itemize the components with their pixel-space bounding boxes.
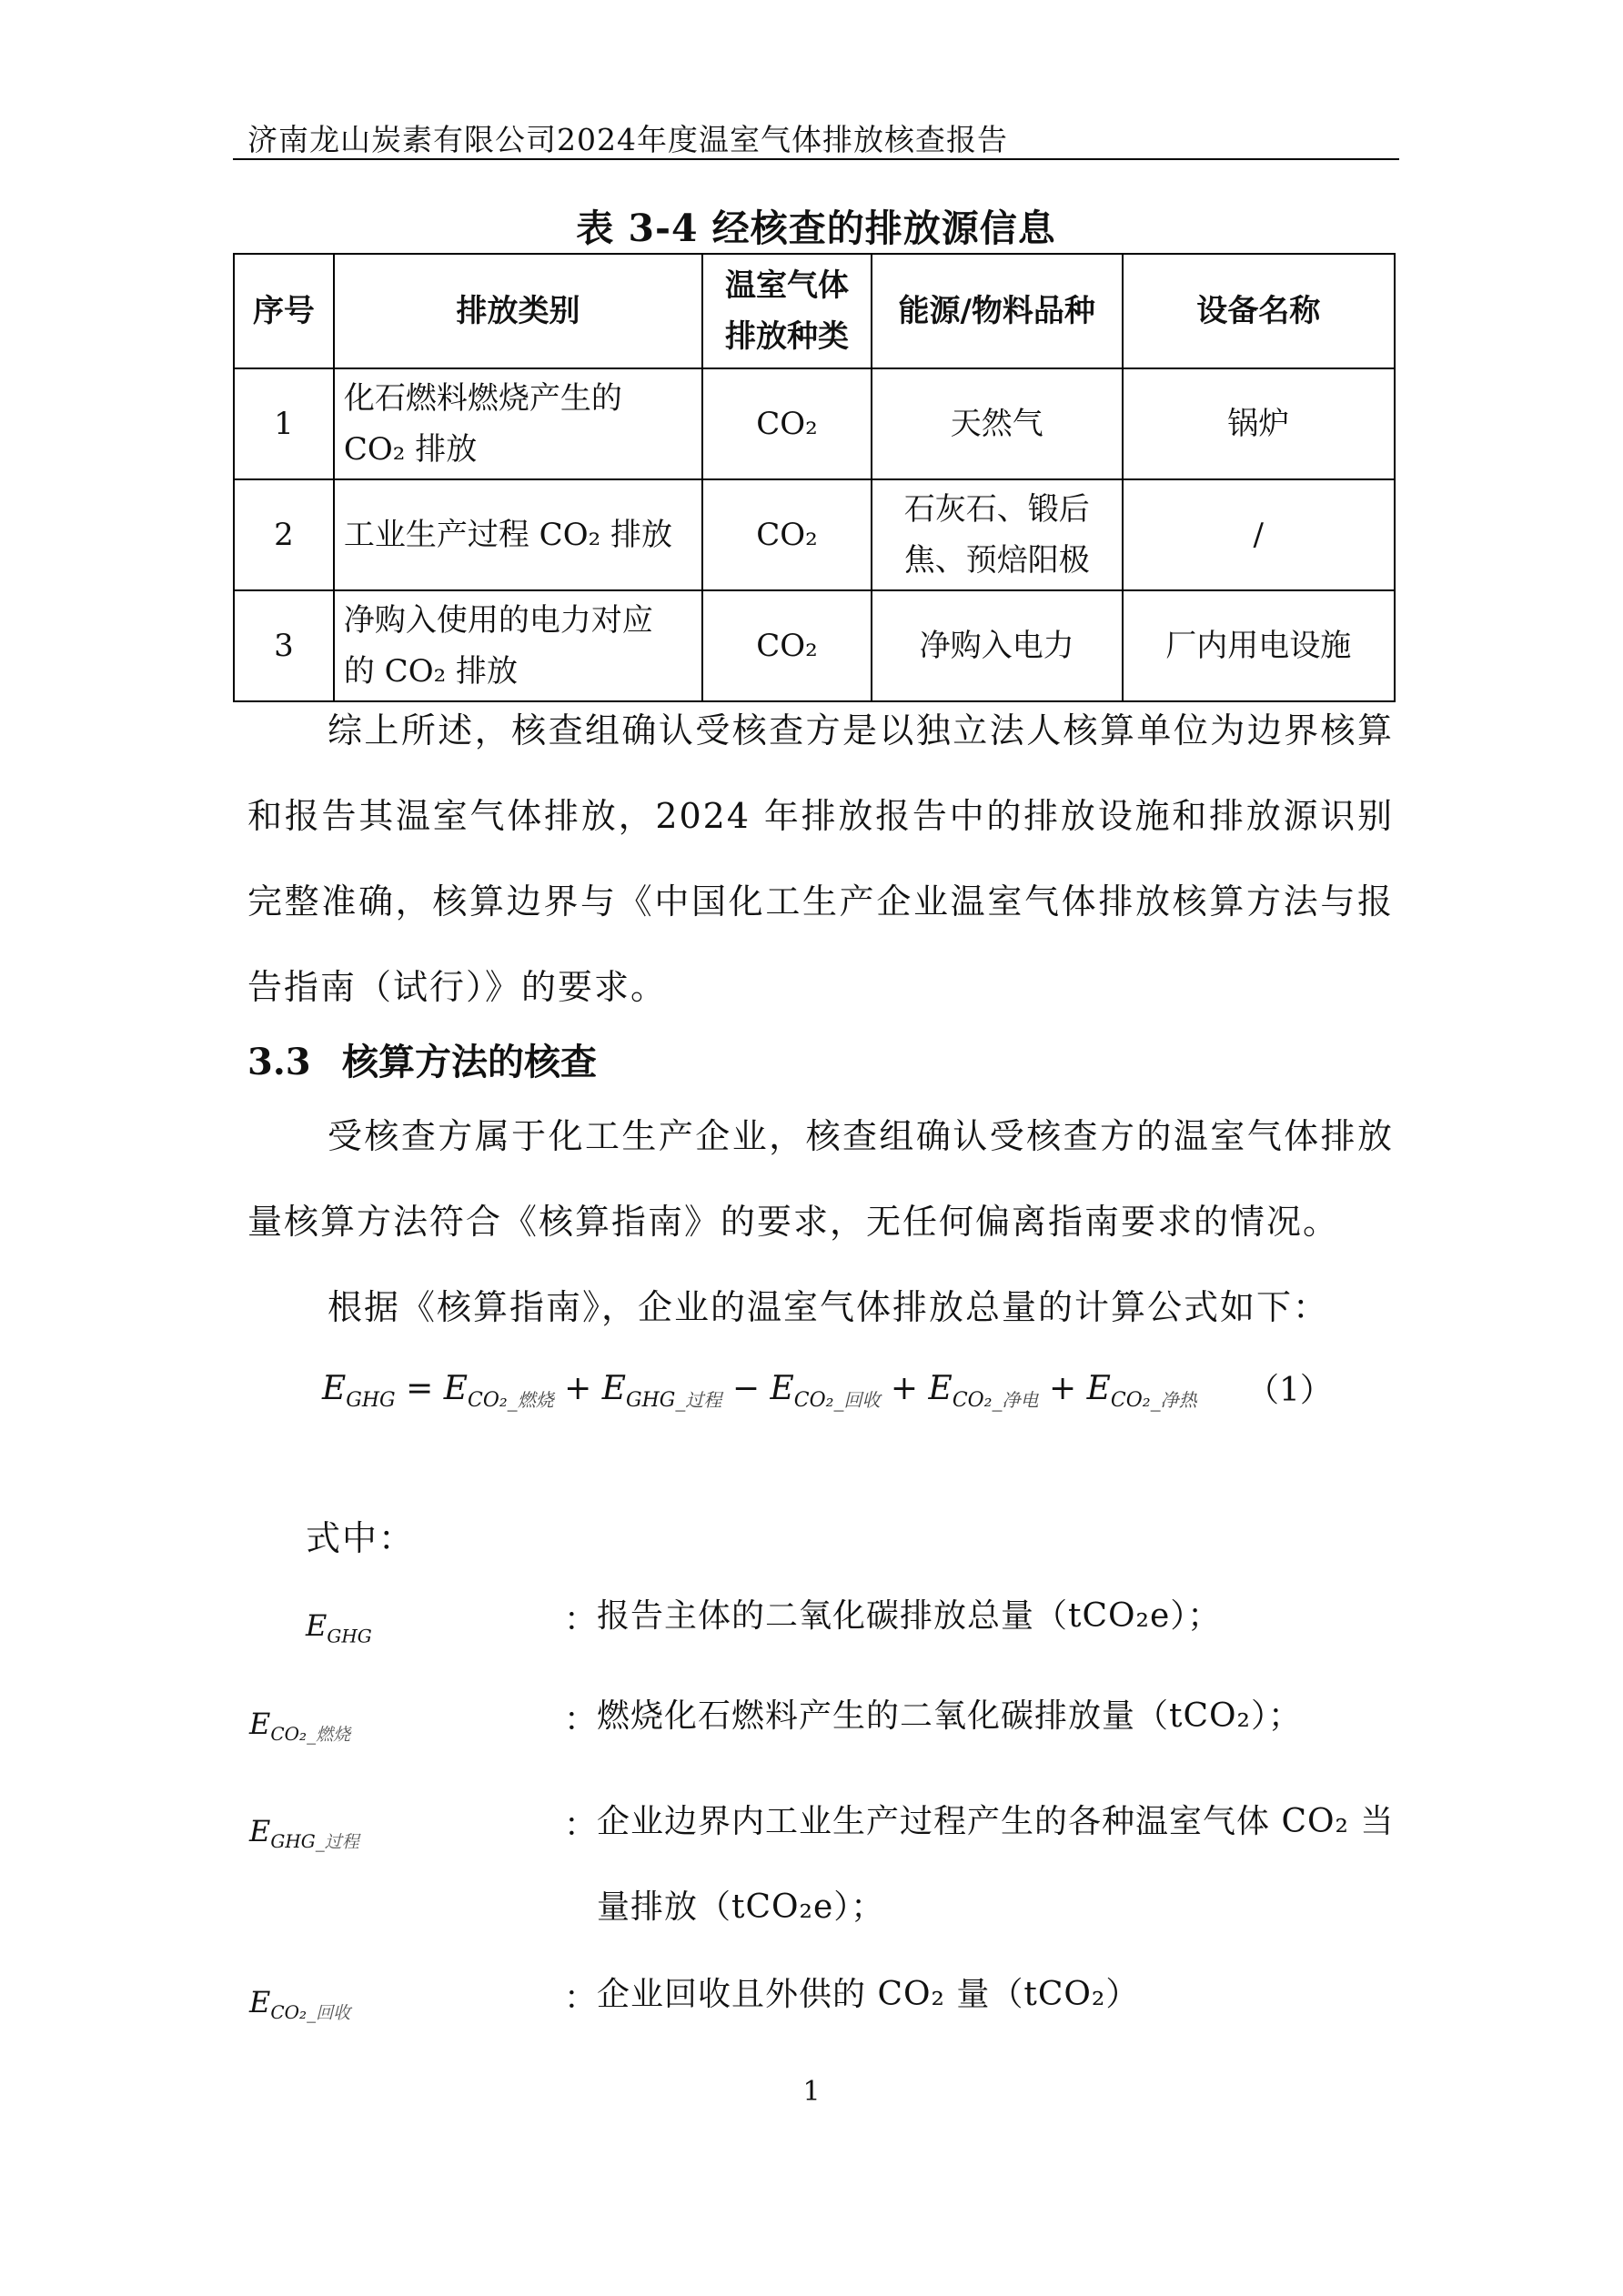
paragraph-method: 受核查方属于化工生产企业，核查组确认受核查方的温室气体排放量核算方法符合《核算指南》的要求，无任何偏离指南要求的情况。 [247, 1116, 1394, 1242]
cell-equipment: / [1123, 479, 1395, 590]
definition-text: 报告主体的二氧化碳排放总量（tCO₂e）； [597, 1597, 1222, 1635]
formula-total-emissions [322, 1370, 1197, 1412]
page-header: 济南龙山炭素有限公司2024年度温室气体排放核查报告 [247, 122, 1008, 157]
cell-category-line1: 净购入使用的电力对应 [343, 602, 653, 639]
table-row [234, 479, 1395, 590]
definition-text: 燃烧化石燃料产生的二氧化碳排放量（tCO₂）； [597, 1697, 1302, 1735]
formula-term-sub: GHG_过程 [626, 1389, 722, 1413]
cell-energy: 天然气 [872, 368, 1123, 479]
cell-no: 1 [234, 368, 334, 479]
cell-category [334, 368, 702, 479]
cell-gas: CO₂ [702, 368, 872, 479]
where-label: 式中： [306, 1518, 416, 1558]
table-row [234, 590, 1395, 701]
cell-energy-line2: 焦、预焙阳极 [903, 542, 1090, 579]
definition-text: 企业边界内工业生产过程产生的各种温室气体 CO₂ 当量排放（tCO₂e）； [597, 1803, 1395, 1926]
cell-energy-line1: 石灰石、锻后 [903, 491, 1090, 528]
formula-term-e: E [1086, 1370, 1111, 1407]
formula-lhs-sub: GHG [346, 1389, 396, 1413]
definition-colon: ： [564, 1601, 598, 1638]
cell-category: 工业生产过程 CO₂ 排放 [334, 479, 702, 590]
definition-colon: ： [564, 1979, 598, 2017]
section-number: 3.3 [247, 1041, 311, 1083]
cell-gas: CO₂ [702, 479, 872, 590]
formula-op: = [406, 1370, 434, 1407]
cell-energy: 净购入电力 [872, 590, 1123, 701]
formula-lhs: E [322, 1370, 347, 1407]
formula-term-sub: CO₂_净电 [952, 1389, 1039, 1413]
cell-no: 3 [234, 590, 334, 701]
table-title: 表 3-4 经核查的排放源信息 [576, 206, 1056, 250]
emission-source-table [233, 253, 1396, 702]
cell-no: 2 [234, 479, 334, 590]
formula-term-sub: CO₂_燃烧 [467, 1389, 554, 1413]
formula-op: + [890, 1370, 919, 1407]
cell-gas: CO₂ [702, 590, 872, 701]
symbol-e-co2-recovery: $E_{CO_2\_回收}$ [249, 1985, 351, 2024]
formula-term-sub: CO₂_回收 [793, 1389, 881, 1413]
definition-text: 企业回收且外供的 CO₂ 量（tCO₂） [597, 1976, 1140, 2013]
symbol-e-ghg-process: $E_{GHG\_过程}$ [249, 1814, 359, 1853]
formula-term-e: E [770, 1370, 794, 1407]
th-gas: 温室气体排放种类 [702, 254, 872, 368]
section-heading [247, 1033, 597, 1085]
formula-term-sub: CO₂_净热 [1110, 1389, 1197, 1413]
th-energy: 能源/物料品种 [872, 254, 1123, 368]
cell-category-line1: 化石燃料燃烧产生的 [343, 380, 622, 417]
formula-term-e: E [443, 1370, 468, 1407]
paragraph-summary: 综上所述，核查组确认受核查方是以独立法人核算单位为边界核算和报告其温室气体排放，2024 年排放报告中的排放设施和排放源识别完整准确，核算边界与《中国化工生产企业温室气体排放核算方法与报告指南（试行）》的要求。 [247, 710, 1394, 1007]
definition-colon: ： [564, 1807, 598, 1844]
paragraph-formula-intro: 根据《核算指南》，企业的温室气体排放总量的计算公式如下： [328, 1287, 1330, 1327]
cell-category-line2: CO₂ 排放 [343, 431, 478, 468]
section-title: 核算方法的核查 [342, 1041, 597, 1083]
formula-op: − [731, 1370, 761, 1407]
table-row [234, 368, 1395, 479]
cell-equipment: 锅炉 [1123, 368, 1395, 479]
th-category: 排放类别 [334, 254, 702, 368]
table-header-row [234, 254, 1395, 368]
cell-energy [872, 479, 1123, 590]
cell-category [334, 590, 702, 701]
equation-number: （1） [1246, 1372, 1333, 1409]
cell-category-line2: 的 CO₂ 排放 [343, 653, 519, 690]
formula-term-e: E [601, 1370, 627, 1407]
th-no: 序号 [234, 254, 334, 368]
header-rule [233, 158, 1399, 160]
th-equipment: 设备名称 [1123, 254, 1395, 368]
symbol-e-co2-combustion: $E_{CO_2\_燃烧}$ [249, 1707, 351, 1746]
page-number: 1 [802, 2076, 821, 2108]
definition-colon: ： [564, 1701, 598, 1738]
cell-equipment: 厂内用电设施 [1123, 590, 1395, 701]
formula-op: + [564, 1370, 592, 1407]
formula-term-e: E [928, 1370, 953, 1407]
symbol-e-ghg: $E_{GHG}$ [306, 1608, 372, 1647]
formula-op: + [1048, 1370, 1077, 1407]
